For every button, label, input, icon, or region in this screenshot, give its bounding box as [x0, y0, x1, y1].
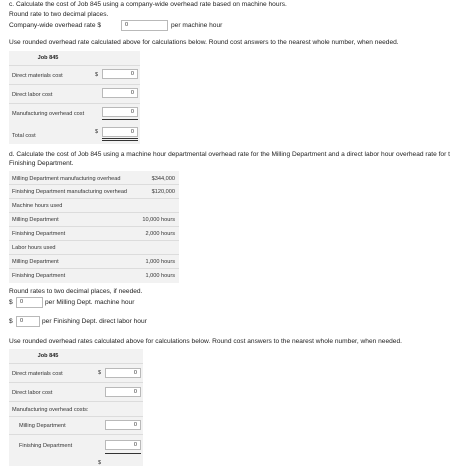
info-value: 1,000 hours [145, 259, 175, 265]
part-c-question: c. Calculate the cost of Job 845 using a company-wide overhead rate based on machine hours. [9, 1, 287, 8]
info-value: $344,000 [151, 176, 175, 182]
info-label: Machine hours used [12, 203, 63, 209]
company-rate-label: Company-wide overhead rate $ [9, 22, 101, 29]
info-value: 1,000 hours [145, 273, 175, 279]
info-label: Finishing Department manufacturing overhead [12, 189, 128, 195]
part-c-job-table [9, 51, 140, 144]
overhead-input[interactable]: 0 [102, 107, 138, 117]
info-label: Finishing Department [12, 273, 66, 279]
part-d-question-line2: Finishing Department. [9, 160, 74, 167]
part-c-instruction: Use rounded overhead rate calculated above for calculations below. Round cost answers to the nearest whole number, when needed. [9, 39, 399, 46]
overhead-label: Manufacturing overhead cost [12, 111, 85, 117]
part-c-round-note: Round rate to two decimal places. [9, 11, 109, 18]
direct-labor-input[interactable]: 0 [102, 88, 138, 98]
milling-overhead-label: Milling Department [19, 423, 66, 429]
milling-rate-input[interactable]: 0 [16, 297, 43, 308]
table-header: Job 845 [37, 55, 59, 61]
dollar-sign: $ [9, 299, 13, 306]
company-rate-unit: per machine hour [171, 22, 223, 29]
finishing-overhead-label: Finishing Department [19, 443, 73, 449]
total-cost-input[interactable]: 0 [102, 127, 138, 137]
dollar-sign: $ [95, 129, 99, 135]
milling-rate-unit: per Milling Dept. machine hour [45, 299, 135, 306]
direct-materials-input[interactable]: 0 [102, 69, 138, 79]
dollar-sign: $ [98, 370, 102, 376]
dollar-sign: $ [95, 72, 99, 78]
info-label: Milling Department manufacturing overhead [12, 176, 121, 182]
finishing-rate-unit: per Finishing Dept. direct labor hour [42, 318, 147, 325]
part-d-round-note: Round rates to two decimal places, if needed. [9, 288, 143, 295]
dollar-sign: $ [9, 318, 13, 325]
info-value: 10,000 hours [142, 217, 175, 223]
info-label: Milling Department [12, 217, 59, 223]
direct-materials-label: Direct materials cost [12, 73, 63, 79]
info-label: Milling Department [12, 259, 59, 265]
info-value: 2,000 hours [145, 231, 175, 237]
direct-labor-label: Direct labor cost [12, 390, 53, 396]
info-value: $120,000 [151, 189, 175, 195]
part-d-question-line1: d. Calculate the cost of Job 845 using a machine hour departmental overhead rate for the Milling Department and a direct labor hour overhead rate for t [9, 151, 450, 158]
finishing-overhead-input[interactable]: 0 [105, 440, 141, 450]
part-d-instruction: Use rounded overhead rates calculated above for calculations below. Round cost answers to the nearest whole number, when needed. [9, 338, 402, 345]
direct-labor-input[interactable]: 0 [105, 387, 141, 397]
finishing-rate-input[interactable]: 0 [16, 316, 40, 327]
info-label: Labor hours used [12, 245, 56, 251]
info-label: Finishing Department [12, 231, 66, 237]
part-d-job-table [9, 349, 143, 466]
direct-labor-label: Direct labor cost [12, 92, 53, 98]
table-header: Job 845 [37, 353, 59, 359]
department-info-table [9, 171, 179, 283]
dollar-sign: $ [98, 460, 102, 466]
total-cost-label: Total cost [12, 133, 36, 139]
direct-materials-input[interactable]: 0 [105, 368, 141, 378]
direct-materials-label: Direct materials cost [12, 371, 63, 377]
milling-overhead-input[interactable]: 0 [105, 420, 141, 430]
overhead-costs-label: Manufacturing overhead costs: [12, 407, 89, 413]
company-rate-input[interactable]: 0 [121, 20, 168, 31]
